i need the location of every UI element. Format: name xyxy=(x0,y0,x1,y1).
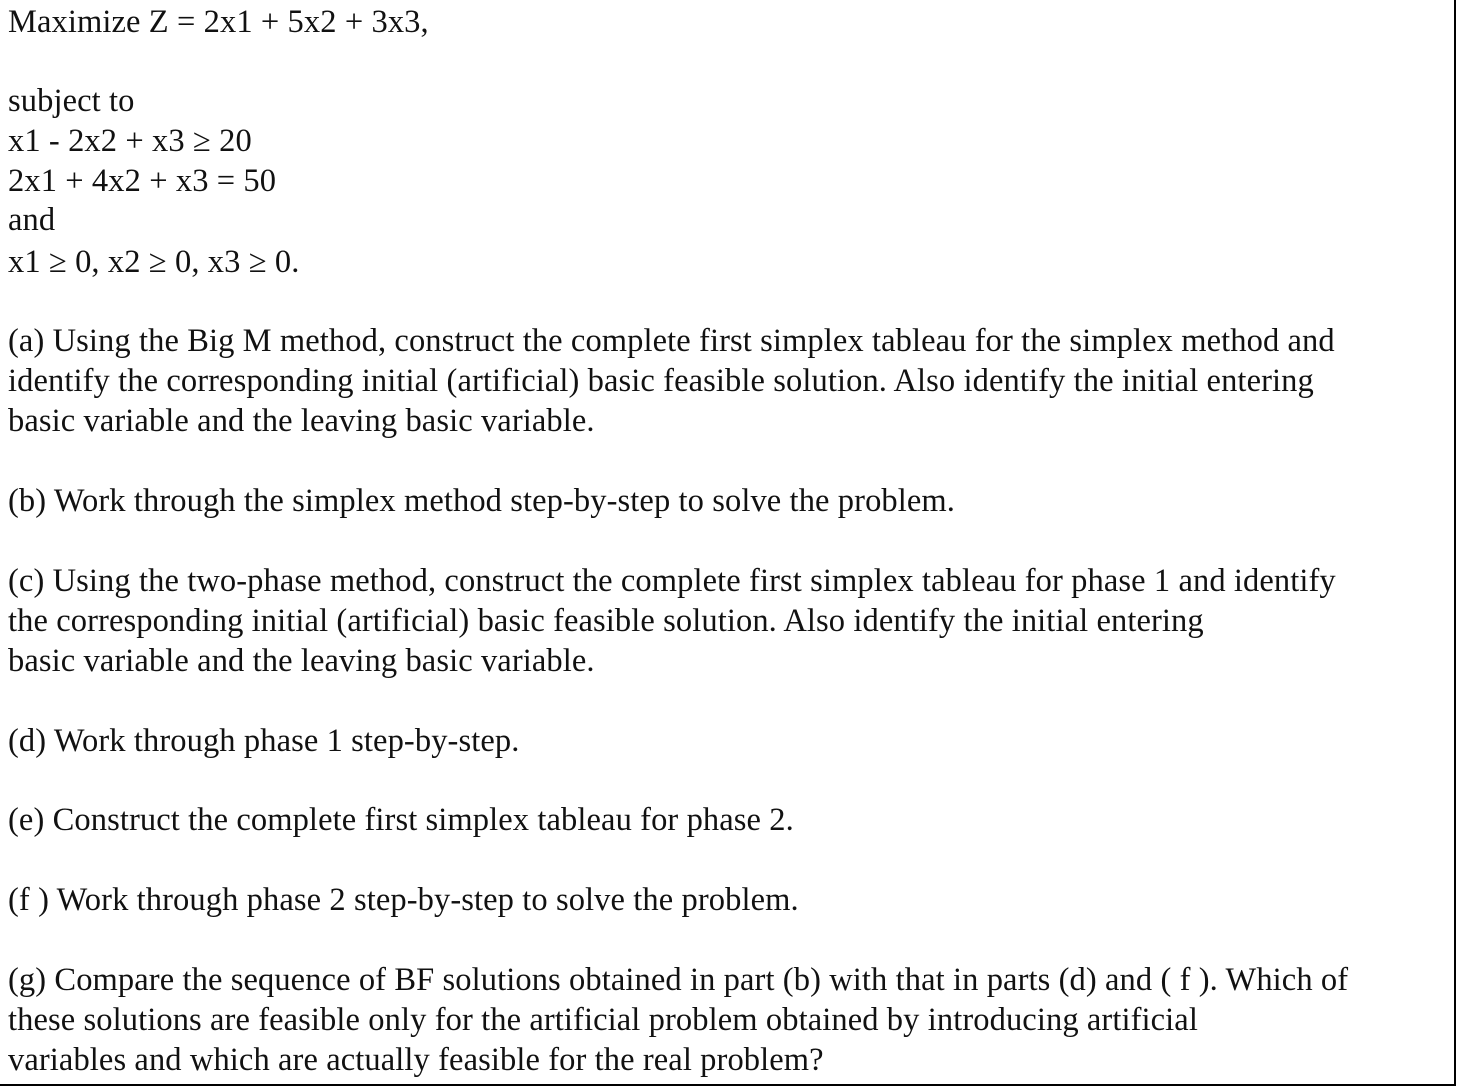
constraint-1: x1 - 2x2 + x3 ≥ 20 xyxy=(8,123,252,159)
question-a-line-2: identify the corresponding initial (artificial) basic feasible solution. Also identify the initial entering xyxy=(8,363,1314,399)
objective-function: Maximize Z = 2x1 + 5x2 + 3x3, xyxy=(8,4,429,40)
question-f: (f ) Work through phase 2 step-by-step to solve the problem. xyxy=(8,882,799,918)
question-g-line-2: these solutions are feasible only for the artificial problem obtained by introducing artificial xyxy=(8,1002,1198,1038)
question-g-line-3: variables and which are actually feasible for the real problem? xyxy=(8,1042,824,1078)
question-a-line-1: (a) Using the Big M method, construct the complete first simplex tableau for the simplex method and xyxy=(8,323,1335,359)
question-d: (d) Work through phase 1 step-by-step. xyxy=(8,723,520,759)
question-g-line-1: (g) Compare the sequence of BF solutions obtained in part (b) with that in parts (d) and ( f ). Which of xyxy=(8,962,1349,998)
question-e: (e) Construct the complete first simplex tableau for phase 2. xyxy=(8,802,794,838)
and-label: and xyxy=(8,202,56,238)
subject-to-label: subject to xyxy=(8,83,135,119)
question-c-line-1: (c) Using the two-phase method, construct the complete first simplex tableau for phase 1 and identify xyxy=(8,563,1336,599)
question-b: (b) Work through the simplex method step-by-step to solve the problem. xyxy=(8,483,956,519)
question-c-line-3: basic variable and the leaving basic variable. xyxy=(8,643,595,679)
constraint-2: 2x1 + 4x2 + x3 = 50 xyxy=(8,163,277,199)
question-a-line-3: basic variable and the leaving basic variable. xyxy=(8,403,595,439)
nonnegativity-constraints: x1 ≥ 0, x2 ≥ 0, x3 ≥ 0. xyxy=(8,244,300,280)
question-c-line-2: the corresponding initial (artificial) basic feasible solution. Also identify the initial entering xyxy=(8,603,1204,639)
